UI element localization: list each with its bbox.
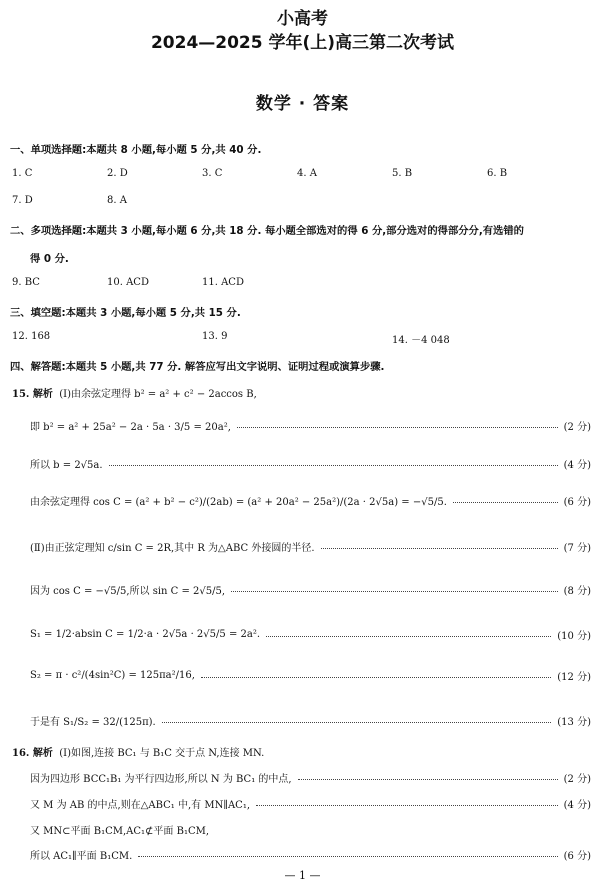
step-score: (7 分) bbox=[563, 543, 591, 554]
dot-leader bbox=[109, 465, 558, 466]
q15-step bbox=[30, 493, 591, 508]
answer-4: 4. A bbox=[297, 168, 317, 179]
step-text: 即 b² = a² + 25a² − 2a · 5a · 3/5 = 20a², bbox=[30, 422, 231, 433]
dot-leader bbox=[138, 856, 557, 857]
dot-leader bbox=[237, 427, 558, 428]
q16-step bbox=[30, 847, 591, 862]
step-score: (8 分) bbox=[563, 586, 591, 597]
q15-step bbox=[30, 582, 591, 597]
q16-intro-text: (Ⅰ)如图,连接 BC₁ 与 B₁C 交于点 N,连接 MN. bbox=[59, 748, 265, 759]
step-text: S₁ = 1/2·absin C = 1/2·a · 2√5a · 2√5/5 = 2a². bbox=[30, 629, 261, 640]
dot-leader bbox=[321, 548, 558, 549]
answer-11: 11. ACD bbox=[202, 277, 244, 288]
step-text: 又 M 为 AB 的中点,则在△ABC₁ 中,有 MN∥AC₁, bbox=[30, 800, 251, 811]
q15-step bbox=[30, 456, 591, 471]
q15-step bbox=[30, 627, 591, 642]
q15-step bbox=[30, 418, 591, 433]
step-text: 所以 AC₁∥平面 B₁CM. bbox=[30, 851, 133, 862]
q16-step bbox=[30, 770, 591, 785]
answer-13: 13. 9 bbox=[202, 331, 228, 342]
q15-step bbox=[30, 668, 591, 683]
q16-label: 16. 解析 bbox=[12, 748, 53, 759]
exam-title: 2024—2025 学年(上)高三第二次考试 bbox=[150, 33, 455, 53]
q15-label: 15. 解析 bbox=[12, 389, 53, 400]
q16-step-plain: 又 MN⊂平面 B₁CM,AC₁⊄平面 B₁CM, bbox=[30, 826, 210, 837]
step-score: (6 分) bbox=[563, 851, 591, 862]
step-text: 因为 cos C = −√5/5,所以 sin C = 2√5/5, bbox=[30, 586, 226, 597]
section4-title: 四、解答题:本题共 5 小题,共 77 分. 解答应写出文字说明、证明过程或演算步骤. bbox=[10, 361, 385, 373]
answer-8: 8. A bbox=[107, 195, 127, 206]
step-score: (2 分) bbox=[563, 422, 591, 433]
step-score: (12 分) bbox=[557, 672, 591, 683]
answer-12: 12. 168 bbox=[12, 331, 51, 342]
step-text: S₂ = π · c²/(4sin²C) = 125πa²/16, bbox=[30, 670, 195, 681]
step-text: 所以 b = 2√5a. bbox=[30, 460, 103, 471]
step-score: (4 分) bbox=[563, 800, 591, 811]
section1-title: 一、单项选择题:本题共 8 小题,每小题 5 分,共 40 分. bbox=[10, 144, 262, 156]
answer-14: 14. －4 048 bbox=[392, 335, 450, 346]
dot-leader bbox=[231, 591, 558, 592]
step-score: (10 分) bbox=[557, 631, 591, 642]
step-text: 由余弦定理得 cos C = (a² + b² − c²)/(2ab) = (a² + 20a² − 25a²)/(2a · 2√5a) = −√5/5. bbox=[30, 497, 447, 508]
step-score: (13 分) bbox=[557, 717, 591, 728]
section2-title: 二、多项选择题:本题共 3 小题,每小题 6 分,共 18 分. 每小题全部选对的得 6 分,部分选对的得部分分,有选错的 bbox=[10, 225, 524, 237]
section3-title: 三、填空题:本题共 3 小题,每小题 5 分,共 15 分. bbox=[10, 307, 241, 319]
dot-leader bbox=[162, 722, 552, 723]
answer-5: 5. B bbox=[392, 168, 413, 179]
step-text: 于是有 S₁/S₂ = 32/(125π). bbox=[30, 717, 156, 728]
dot-leader bbox=[256, 805, 558, 806]
step-score: (4 分) bbox=[563, 460, 591, 471]
dot-leader bbox=[266, 636, 551, 637]
q15-step bbox=[30, 713, 591, 728]
answer-6: 6. B bbox=[487, 168, 508, 179]
step-text: 因为四边形 BCC₁B₁ 为平行四边形,所以 N 为 BC₁ 的中点, bbox=[30, 774, 292, 785]
q16-step bbox=[30, 796, 591, 811]
section2-title-cont: 得 0 分. bbox=[30, 253, 69, 265]
answer-9: 9. BC bbox=[12, 277, 40, 288]
page-number: — 1 — bbox=[284, 869, 321, 882]
q15-step bbox=[30, 539, 591, 554]
answer-1: 1. C bbox=[12, 168, 33, 179]
answer-2: 2. D bbox=[107, 168, 128, 179]
dot-leader bbox=[453, 502, 558, 503]
step-score: (6 分) bbox=[563, 497, 591, 508]
header-top: 小高考 bbox=[277, 9, 328, 29]
q15-intro-text: (Ⅰ)由余弦定理得 b² = a² + c² − 2accos B, bbox=[59, 389, 257, 400]
step-score: (2 分) bbox=[563, 774, 591, 785]
step-text: (Ⅱ)由正弦定理知 c/sin C = 2R,其中 R 为△ABC 外接圆的半径. bbox=[30, 543, 315, 554]
subject-title: 数学 · 答案 bbox=[255, 94, 350, 114]
answer-3: 3. C bbox=[202, 168, 223, 179]
q15-intro bbox=[12, 385, 257, 400]
dot-leader bbox=[298, 779, 558, 780]
dot-leader bbox=[201, 677, 551, 678]
q16-intro bbox=[12, 744, 264, 759]
answer-7: 7. D bbox=[12, 195, 33, 206]
answer-10: 10. ACD bbox=[107, 277, 149, 288]
